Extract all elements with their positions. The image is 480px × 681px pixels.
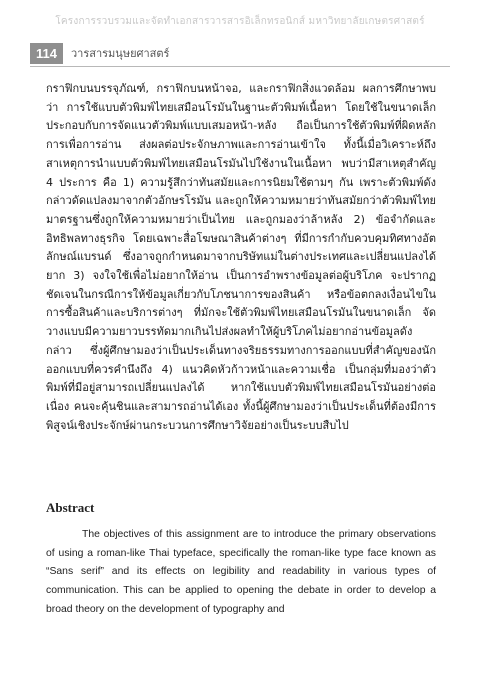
page-number: 114 (30, 43, 63, 64)
abstract-heading: Abstract (46, 500, 95, 515)
abstract-paragraph: The objectives of this assignment are to introduce the primary observations of using a roman-like Thai typeface, specifically the roman-like type face known as “Sans serif” and its effects on legibility and readability in various types of communication. This can be applied to opening the debate in order to develop a broad theory on the development of typography and (46, 529, 436, 615)
running-header: โครงการรวบรวมและจัดทำเอกสารวารสารอิเล็กทรอนิกส์ มหาวิทยาลัยเกษตรศาสตร์ (55, 15, 425, 27)
journal-name: วารสารมนุษยศาสตร์ (70, 47, 170, 60)
page-header (30, 40, 450, 67)
body-paragraph: กราฟิกบนบรรจุภัณฑ์, กราฟิกบนหน้าจอ, และกราฟิกสิ่งแวดล้อม ผลการศึกษาพบว่า การใช้แบบตัวพิมพ์ไทยเสมือนโรมันในฐานะตัวพิมพ์เนื้อหา โดยใช้ในขนาดเล็ก ประกอบกับการจัดแนวตัวพิมพ์แบบเสมอหน้า-หลัง ถือเป็นการใช้ตัวพิมพ์ที่ผิดหลักการเพื่อการอ่าน ส่งผลต่อประจักษภาพและการอ่านเข้าใจ ทั้งนี้เมื่อวิเคราะห์ถึงสาเหตุการนำแบบตัวพิมพ์ไทยเสมือนโรมันไปใช้งานในเนื้อหา พบว่ามีสาเหตุสำคัญ 4 ประการ คือ 1) ความรู้สึกว่าทันสมัยและการนิยมใช้ตามๆ กัน เพราะตัวพิมพ์ดังกล่าวดัดแปลงมาจากตัวอักษรโรมัน และถูกให้ความหมายว่าทันสมัยกว่าตัวพิมพ์ไทยมาตรฐานซึ่งถูกให้ความหมายว่าเป็นไทย และถูกมองว่าล้าหลัง 2) ข้อจำกัดและอิทธิพลทางธุรกิจ โดยเฉพาะสื่อโฆษณาสินค้าต่างๆ ที่มีการกำกับควบคุมทิศทางอัตลักษณ์แบรนด์ ซึ่งอาจถูกกำหนดมาจากบริษัทแม่ในต่างประเทศและเปลี่ยนแปลงได้ยาก 3) จงใจใช้เพื่อไม่อยากให้อ่าน เป็นการอำพรางข้อมูลต่อผู้บริโภค จะปรากฏชัดเจนในกรณีการให้ข้อมูลเกี่ยวกับโภชนาการของสินค้า หรือข้อตกลงเงื่อนไขในการซื้อสินค้าและบริการต่างๆ ที่มักจะใช้ตัวพิมพ์ไทยเสมือนโรมันในขนาดเล็ก จัดวางแบบมีความยาวบรรทัดมากเกินไปส่งผลทำให้ผู้บริโภคไม่อยากอ่านข้อมูลดังกล่าว ซึ่งผู้ศึกษามองว่าเป็นประเด็นทางจริยธรรมทางการออกแบบที่สำคัญของนักออกแบบที่ควรคำนึงถึง 4) แนวคิดหัวก้าวหน้าและความเชื่อ เป็นกลุ่มที่มองว่าตัวพิมพ์ที่มีอยู่สามารถเปลี่ยนแปลงได้ หากใช้แบบตัวพิมพ์ไทยเสมือนโรมันอย่างต่อเนื่อง คนจะคุ้นชินและสามารถอ่านได้เอง ทั้งนี้ผู้ศึกษามองว่าเป็นประเด็นที่ต้องมีการพิสูจน์เชิงประจักษ์ผ่านกระบวนการศึกษาวิจัยอย่างเป็นระบบสืบไป (46, 82, 436, 432)
abstract-body (46, 526, 436, 620)
thai-body-text (46, 80, 436, 435)
